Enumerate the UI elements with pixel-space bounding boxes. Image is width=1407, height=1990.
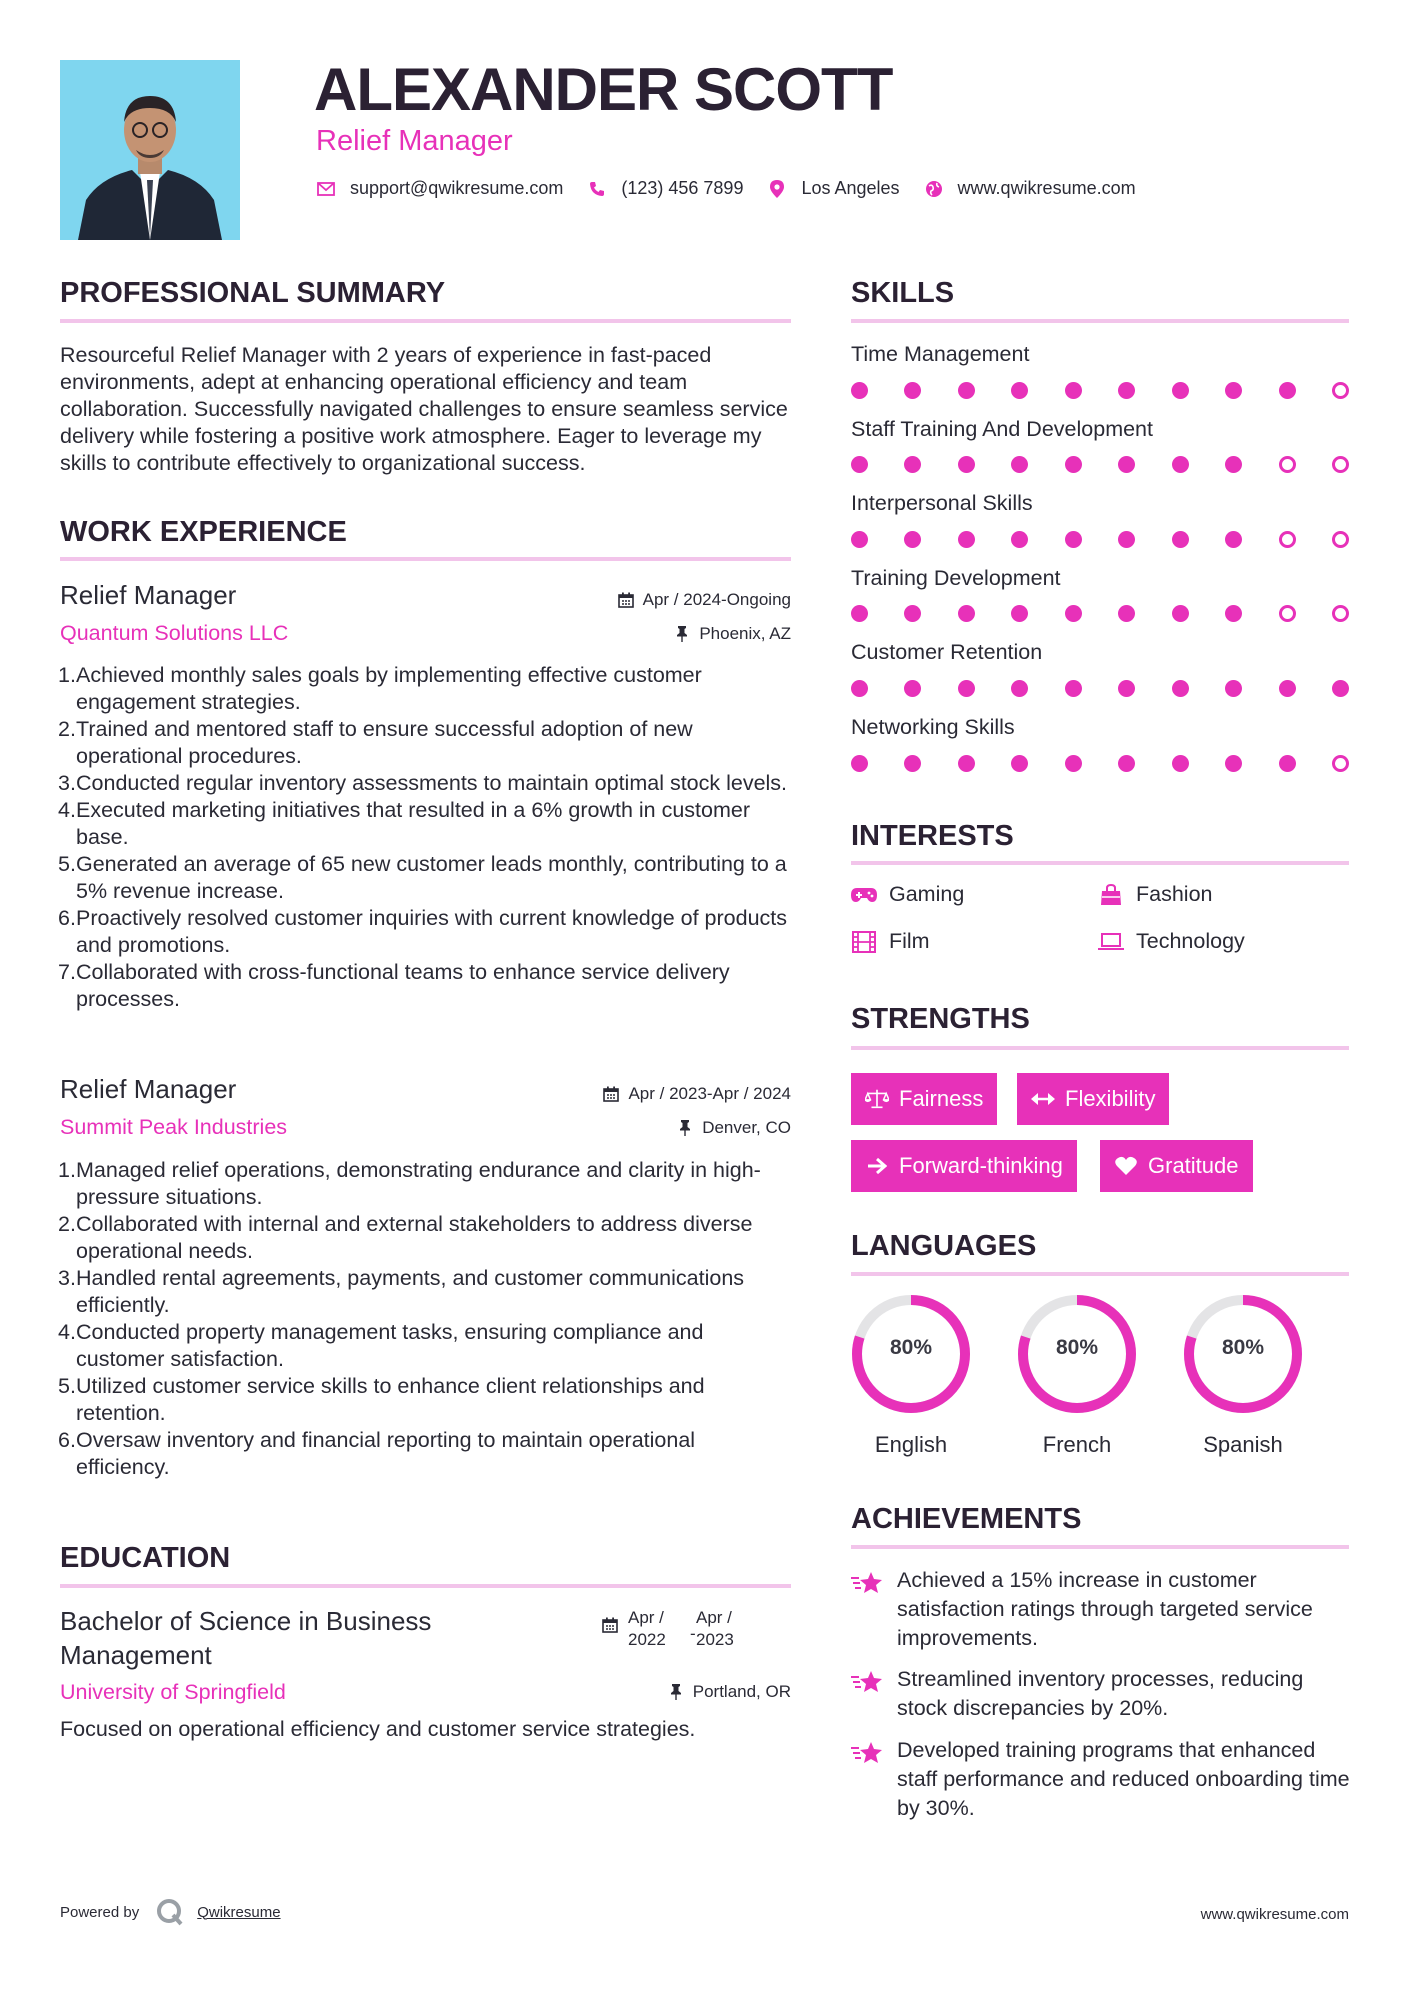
footer-powered-by bbox=[60, 1897, 281, 1927]
list-item: 6. Proactively resolved customer inquiries with current knowledge of products and promotions. bbox=[58, 906, 788, 957]
rating-dot-filled bbox=[1118, 382, 1135, 399]
globe-icon bbox=[924, 179, 944, 199]
contact-phone[interactable] bbox=[587, 178, 743, 199]
arrows-horizontal-icon bbox=[1031, 1088, 1055, 1110]
duties-list bbox=[58, 662, 793, 1013]
list-item: 1. Managed relief operations, demonstrating endurance and clarity in high-pressure situations. bbox=[58, 1158, 761, 1209]
rating-dot-filled bbox=[1225, 531, 1242, 548]
list-item: 4. Executed marketing initiatives that resulted in a 6% growth in customer base. bbox=[58, 798, 750, 849]
strength-label: Flexibility bbox=[1065, 1086, 1156, 1111]
rating-dot-empty bbox=[1332, 531, 1349, 548]
language-item bbox=[849, 1292, 973, 1457]
candidate-role: Relief Manager bbox=[316, 125, 513, 157]
skill-name: Customer Retention bbox=[851, 640, 1043, 665]
rating-dot-filled bbox=[1279, 680, 1296, 697]
rating-dot-filled bbox=[1118, 755, 1135, 772]
location-text: Los Angeles bbox=[801, 178, 900, 198]
contact-email[interactable] bbox=[316, 178, 563, 199]
skill-name: Staff Training And Development bbox=[851, 416, 1153, 441]
skill-name: Time Management bbox=[851, 342, 1030, 366]
rating-dot-filled bbox=[904, 605, 921, 622]
achievement-item bbox=[851, 1566, 1351, 1653]
footer-url[interactable]: www.qwikresume.com bbox=[1200, 1906, 1349, 1923]
envelope-icon bbox=[316, 179, 336, 199]
skill-name: Training Development bbox=[851, 565, 1061, 590]
company-name: Quantum Solutions LLC bbox=[60, 621, 289, 645]
rating-dot-filled bbox=[1011, 755, 1028, 772]
balance-scale-icon bbox=[865, 1088, 889, 1110]
skill-name: Networking Skills bbox=[851, 715, 1015, 739]
interest-item-gaming bbox=[851, 882, 964, 907]
website-text: www.qwikresume.com bbox=[957, 178, 1136, 198]
job-location-text: Phoenix, AZ bbox=[699, 624, 791, 643]
date-separator: - bbox=[690, 1624, 696, 1643]
achievement-text: Developed training programs that enhanced staff performance and reduced onboarding time by 30%. bbox=[897, 1738, 1350, 1820]
rating-dot-filled bbox=[1065, 605, 1082, 622]
job-dates bbox=[617, 590, 791, 610]
job-dates-text: Apr / 2024-Ongoing bbox=[642, 590, 791, 609]
interest-label: Technology bbox=[1136, 929, 1245, 953]
strengths-heading: STRENGTHS bbox=[851, 1003, 1030, 1035]
shopping-bag-icon bbox=[1098, 884, 1124, 906]
skills-heading: SKILLS bbox=[851, 277, 955, 309]
rating-dot-filled bbox=[958, 755, 975, 772]
contact-location bbox=[767, 178, 899, 199]
rating-dot-filled bbox=[1172, 531, 1189, 548]
rating-dot-filled bbox=[1118, 605, 1135, 622]
achievement-text: Streamlined inventory processes, reducing stock discrepancies by 20%. bbox=[897, 1667, 1304, 1720]
rating-dot-filled bbox=[1279, 382, 1296, 399]
rating-dot-filled bbox=[1011, 605, 1028, 622]
rating-dot-filled bbox=[958, 456, 975, 473]
list-item: 5. Utilized customer service skills to enhance client relationships and retention. bbox=[58, 1374, 705, 1425]
interest-label: Film bbox=[889, 929, 930, 953]
job-title: Relief Manager bbox=[60, 1074, 237, 1104]
rating-dot-filled bbox=[1279, 755, 1296, 772]
achievements-heading: ACHIEVEMENTS bbox=[851, 1503, 1082, 1535]
list-item: 3. Conducted regular inventory assessments to maintain optimal stock levels. bbox=[58, 771, 788, 795]
interest-item-fashion bbox=[1098, 882, 1213, 907]
education-location-text: Portland, OR bbox=[692, 1682, 791, 1701]
calendar-icon bbox=[602, 1085, 620, 1103]
achievement-item bbox=[851, 1736, 1351, 1823]
language-item bbox=[1015, 1292, 1139, 1457]
contact-bar bbox=[316, 178, 1160, 199]
achievement-item bbox=[851, 1665, 1351, 1723]
gamepad-icon bbox=[851, 884, 877, 906]
education-start: Apr / 2022 bbox=[628, 1608, 666, 1649]
list-item: 7. Collaborated with cross-functional teams to enhance service delivery processes. bbox=[58, 960, 730, 1011]
summary-text: Resourceful Relief Manager with 2 years of experience in fast-paced environments, adept at enhancing operational efficiency and team collaboration. Successfully navigated challenges to ensure seamless service delivery while fostering a positive work atmosphere. Eager to leverage my skills to contribute effectively to organizational success. bbox=[60, 343, 788, 475]
pushpin-icon bbox=[673, 625, 691, 643]
strength-tag-forward-thinking bbox=[851, 1140, 1077, 1192]
rating-dot-filled bbox=[1225, 456, 1242, 473]
list-item: 4. Conducted property management tasks, ensuring compliance and customer satisfaction. bbox=[58, 1320, 704, 1371]
strength-tag-flexibility bbox=[1017, 1073, 1169, 1125]
arrow-right-icon bbox=[865, 1155, 889, 1177]
rating-dot-filled bbox=[1065, 456, 1082, 473]
list-item: 3. Handled rental agreements, payments, and customer communications efficiently. bbox=[58, 1266, 745, 1317]
phone-icon bbox=[587, 179, 607, 199]
rating-dot-filled bbox=[1011, 531, 1028, 548]
rating-dot-filled bbox=[1065, 382, 1082, 399]
list-item: 6. Oversaw inventory and financial reporting to maintain operational efficiency. bbox=[58, 1428, 696, 1479]
rating-dot-filled bbox=[958, 382, 975, 399]
strength-tag-gratitude bbox=[1100, 1140, 1253, 1192]
summary-divider bbox=[60, 319, 791, 323]
job-location bbox=[676, 1118, 791, 1138]
rating-dot-empty bbox=[1279, 531, 1296, 548]
rating-dot-empty bbox=[1332, 755, 1349, 772]
interests-divider bbox=[851, 861, 1349, 865]
shooting-star-icon bbox=[851, 1738, 885, 1768]
job-dates bbox=[602, 1084, 791, 1104]
duties-list bbox=[58, 1157, 793, 1481]
rating-dot-filled bbox=[904, 456, 921, 473]
interest-item-film bbox=[851, 929, 930, 954]
languages-divider bbox=[851, 1272, 1349, 1276]
rating-dot-filled bbox=[958, 605, 975, 622]
profile-photo bbox=[60, 60, 240, 240]
pushpin-icon bbox=[667, 1683, 685, 1701]
rating-dot-filled bbox=[904, 680, 921, 697]
strength-label: Gratitude bbox=[1148, 1153, 1239, 1178]
rating-dot-filled bbox=[1011, 382, 1028, 399]
rating-dot-filled bbox=[1172, 382, 1189, 399]
powered-by-text: Powered by bbox=[60, 1903, 140, 1921]
summary-heading: PROFESSIONAL SUMMARY bbox=[60, 277, 446, 309]
strengths-divider bbox=[851, 1046, 1349, 1050]
skills-divider bbox=[851, 319, 1349, 323]
achievement-text: Achieved a 15% increase in customer satisfaction ratings through targeted service improvements. bbox=[897, 1568, 1313, 1650]
contact-website[interactable] bbox=[924, 178, 1136, 199]
language-name: English bbox=[874, 1432, 948, 1457]
rating-dot-filled bbox=[1172, 680, 1189, 697]
rating-dot-filled bbox=[1332, 680, 1349, 697]
interest-label: Fashion bbox=[1136, 882, 1213, 906]
language-percent: 80% bbox=[1221, 1336, 1265, 1359]
job-dates-text: Apr / 2023-Apr / 2024 bbox=[628, 1084, 791, 1103]
strength-label: Fairness bbox=[899, 1086, 984, 1111]
language-item bbox=[1181, 1292, 1305, 1457]
job-title: Relief Manager bbox=[60, 580, 237, 610]
rating-dot-filled bbox=[1065, 531, 1082, 548]
interest-label: Gaming bbox=[889, 882, 965, 906]
education-heading: EDUCATION bbox=[60, 1542, 231, 1574]
rating-dot-filled bbox=[1225, 680, 1242, 697]
rating-dot-filled bbox=[851, 456, 868, 473]
qwikresume-logo-icon bbox=[155, 1897, 185, 1927]
education-location bbox=[667, 1682, 791, 1702]
skill-rating bbox=[851, 678, 1349, 698]
film-icon bbox=[851, 931, 877, 953]
rating-dot-filled bbox=[904, 755, 921, 772]
rating-dot-empty bbox=[1332, 382, 1349, 399]
language-name: Spanish bbox=[1203, 1432, 1283, 1457]
rating-dot-filled bbox=[904, 531, 921, 548]
experience-heading: WORK EXPERIENCE bbox=[60, 516, 347, 548]
rating-dot-filled bbox=[1225, 382, 1242, 399]
education-description: Focused on operational efficiency and customer service strategies. bbox=[60, 1717, 696, 1741]
rating-dot-filled bbox=[851, 382, 868, 399]
language-name: French bbox=[1042, 1432, 1112, 1457]
languages-heading: LANGUAGES bbox=[851, 1230, 1037, 1262]
rating-dot-filled bbox=[851, 531, 868, 548]
rating-dot-filled bbox=[1118, 456, 1135, 473]
job-location-text: Denver, CO bbox=[702, 1118, 791, 1137]
skill-rating bbox=[851, 529, 1349, 549]
experience-divider bbox=[60, 557, 791, 561]
rating-dot-filled bbox=[904, 382, 921, 399]
list-item: 5. Generated an average of 65 new customer leads monthly, contributing to a 5% revenue increase. bbox=[58, 852, 787, 903]
rating-dot-filled bbox=[851, 755, 868, 772]
list-item: 2. Trained and mentored staff to ensure successful adoption of new operational procedures. bbox=[58, 717, 693, 768]
rating-dot-filled bbox=[958, 680, 975, 697]
calendar-icon bbox=[602, 1617, 620, 1635]
email-text: support@qwikresume.com bbox=[350, 178, 564, 198]
interest-item-technology bbox=[1098, 929, 1245, 954]
skill-rating bbox=[851, 380, 1349, 400]
rating-dot-empty bbox=[1279, 605, 1296, 622]
rating-dot-filled bbox=[1225, 755, 1242, 772]
rating-dot-filled bbox=[1065, 680, 1082, 697]
skill-rating bbox=[851, 455, 1349, 475]
achievements-divider bbox=[851, 1545, 1349, 1549]
laptop-icon bbox=[1098, 931, 1124, 953]
heart-icon bbox=[1114, 1155, 1138, 1177]
skill-rating bbox=[851, 753, 1349, 773]
rating-dot-filled bbox=[958, 531, 975, 548]
school-name: University of Springfield bbox=[60, 1680, 286, 1704]
rating-dot-filled bbox=[851, 680, 868, 697]
education-divider bbox=[60, 1584, 791, 1588]
map-pin-icon bbox=[767, 179, 787, 199]
rating-dot-empty bbox=[1332, 605, 1349, 622]
rating-dot-filled bbox=[1011, 456, 1028, 473]
rating-dot-filled bbox=[1225, 605, 1242, 622]
rating-dot-filled bbox=[1172, 456, 1189, 473]
rating-dot-empty bbox=[1332, 456, 1349, 473]
strength-tag-fairness bbox=[851, 1073, 997, 1125]
person-portrait-icon bbox=[60, 60, 240, 240]
skill-rating bbox=[851, 604, 1349, 624]
degree-title: Bachelor of Science in Business Management bbox=[60, 1606, 432, 1670]
candidate-name: ALEXANDER SCOTT bbox=[314, 56, 893, 123]
language-percent: 80% bbox=[889, 1336, 933, 1359]
education-dates bbox=[602, 1607, 758, 1651]
rating-dot-filled bbox=[1172, 755, 1189, 772]
strength-label: Forward-thinking bbox=[899, 1153, 1063, 1178]
education-end: Apr / 2023 bbox=[696, 1608, 734, 1649]
rating-dot-filled bbox=[851, 605, 868, 622]
phone-text: (123) 456 7899 bbox=[621, 178, 744, 198]
language-percent: 80% bbox=[1055, 1336, 1099, 1359]
shooting-star-icon bbox=[851, 1667, 885, 1697]
interests-heading: INTERESTS bbox=[851, 820, 1014, 852]
rating-dot-empty bbox=[1279, 456, 1296, 473]
rating-dot-filled bbox=[1118, 680, 1135, 697]
brand-link[interactable]: Qwikresume bbox=[197, 1903, 281, 1921]
skill-name: Interpersonal Skills bbox=[851, 491, 1033, 516]
list-item: 1. Achieved monthly sales goals by implementing effective customer engagement strategies. bbox=[58, 663, 702, 714]
rating-dot-filled bbox=[1172, 605, 1189, 622]
pushpin-icon bbox=[676, 1119, 694, 1137]
company-name: Summit Peak Industries bbox=[60, 1115, 288, 1139]
shooting-star-icon bbox=[851, 1568, 885, 1598]
list-item: 2. Collaborated with internal and external stakeholders to address diverse operational needs. bbox=[58, 1212, 753, 1263]
calendar-icon bbox=[617, 591, 635, 609]
rating-dot-filled bbox=[1065, 755, 1082, 772]
rating-dot-filled bbox=[1011, 680, 1028, 697]
job-location bbox=[673, 624, 791, 644]
rating-dot-filled bbox=[1118, 531, 1135, 548]
